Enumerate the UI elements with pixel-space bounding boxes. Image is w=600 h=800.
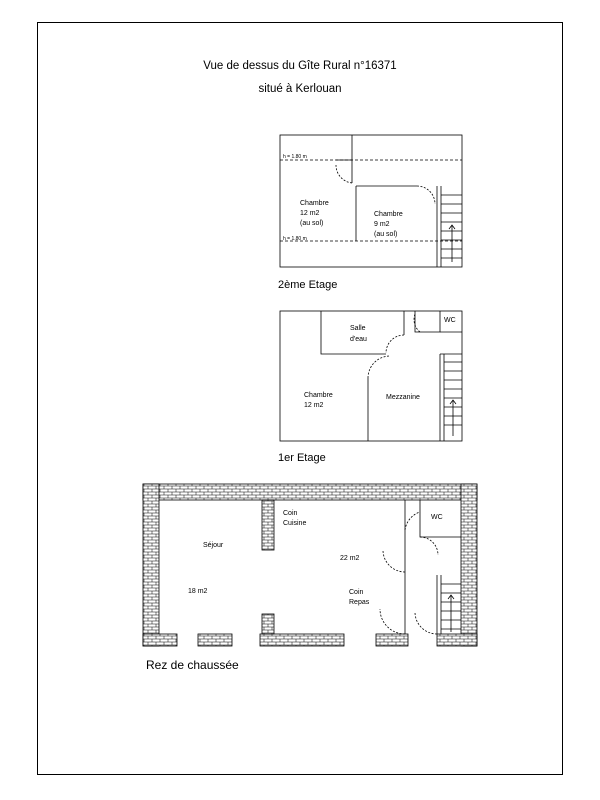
2nd-height-label-top: h = 1.80 m xyxy=(283,154,307,160)
ground-door-swing-3 xyxy=(415,612,437,634)
ground-wall-bottom-1 xyxy=(143,634,177,646)
1st-door-swing xyxy=(368,356,390,378)
ground-kitchen-label-1: Coin xyxy=(283,510,298,517)
plan-ground-floor xyxy=(143,484,477,646)
1st-bath-label-1: Salle xyxy=(350,325,366,332)
1st-wc-box xyxy=(415,311,440,332)
1st-bath-label-2: d'eau xyxy=(350,336,367,343)
page-title: Vue de dessus du Gîte Rural n°16371 xyxy=(203,60,397,72)
floor-label-2nd: 2ème Etage xyxy=(278,279,338,291)
floor-label-ground: Rez de chaussée xyxy=(146,658,239,672)
ground-living-area: 18 m2 xyxy=(188,588,208,595)
2nd-room-b-name: Chambre xyxy=(374,211,403,218)
1st-bath-wall xyxy=(321,311,386,354)
ground-wc-door-swing xyxy=(420,537,438,555)
ground-living-label: Séjour xyxy=(203,542,224,549)
ground-wall-bottom-2 xyxy=(198,634,232,646)
ground-wall-right xyxy=(461,484,477,646)
ground-door-swing-2 xyxy=(383,550,405,572)
2nd-room-b-note: (au sol) xyxy=(374,231,398,238)
1st-bedroom-name: Chambre xyxy=(304,392,333,399)
ground-dining-label-1: Coin xyxy=(349,589,364,596)
ground-kitchen-label-2: Cuisine xyxy=(283,520,307,527)
2nd-door-swing-2 xyxy=(417,186,435,204)
2nd-door-swing-1 xyxy=(336,165,352,183)
ground-wall-partition-top xyxy=(262,500,274,550)
2nd-stairs xyxy=(441,186,462,267)
ground-wall-left xyxy=(143,484,159,646)
plan-1st-floor xyxy=(280,311,462,441)
ground-dining-area: 22 m2 xyxy=(340,555,360,562)
2nd-height-label-bottom: h = 1.80 m xyxy=(283,236,307,242)
1st-wc-label: WC xyxy=(444,317,456,324)
2nd-room-a-area: 12 m2 xyxy=(300,210,320,217)
ground-entry-door-swing xyxy=(380,609,405,634)
1st-outer-wall xyxy=(280,311,462,441)
page-subtitle: situé à Kerlouan xyxy=(258,83,342,95)
ground-stairs xyxy=(441,575,461,634)
1st-mezzanine-label: Mezzanine xyxy=(386,394,420,401)
ground-wall-top xyxy=(143,484,477,500)
ground-dining-label-2: Repas xyxy=(349,599,370,606)
1st-bath-door-swing xyxy=(386,335,404,353)
2nd-door-frame xyxy=(336,160,352,183)
floor-label-1st: 1er Etage xyxy=(278,452,326,464)
1st-stairs xyxy=(444,354,462,441)
2nd-room-b-area: 9 m2 xyxy=(374,221,390,228)
ground-wall-bottom-3 xyxy=(260,634,344,646)
ground-wall-bottom-4 xyxy=(376,634,408,646)
ground-wc-label: WC xyxy=(431,514,443,521)
ground-wall-partition-bottom xyxy=(262,614,274,634)
ground-wall-bottom-5 xyxy=(437,634,477,646)
2nd-room-a-name: Chambre xyxy=(300,200,329,207)
2nd-room-a-note: (au sol) xyxy=(300,220,324,227)
ground-door-swing-1 xyxy=(405,512,420,530)
1st-bedroom-area: 12 m2 xyxy=(304,402,324,409)
